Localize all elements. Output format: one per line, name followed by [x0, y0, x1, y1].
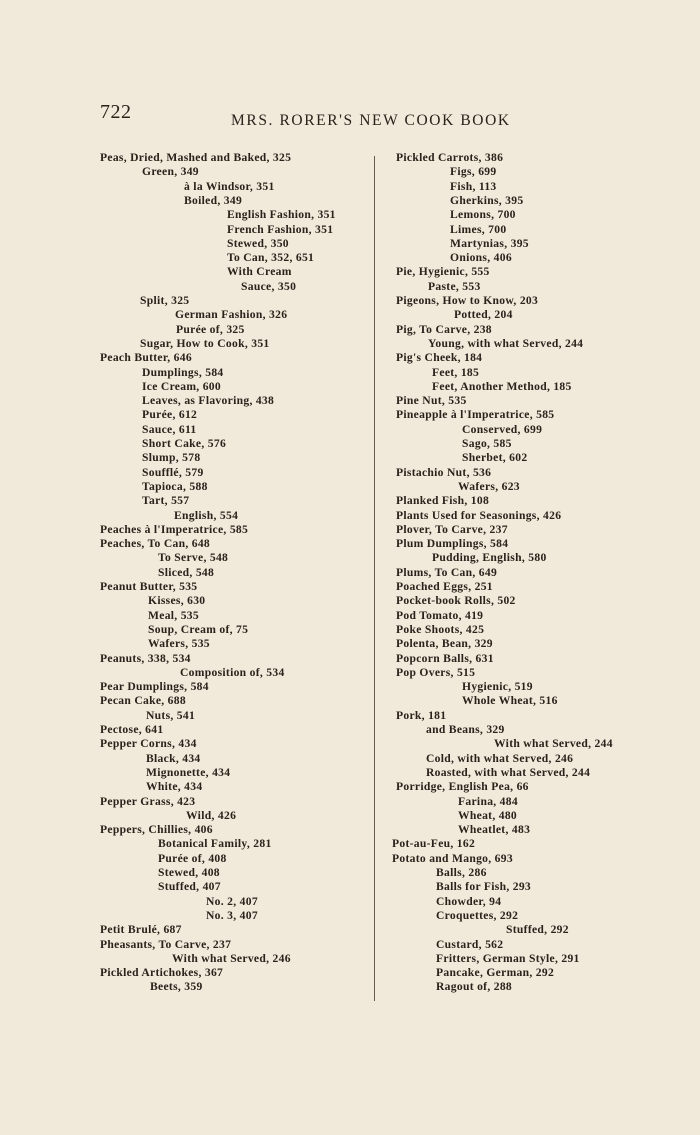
index-entry: To Can, 352, 651: [227, 251, 315, 265]
index-entry: Feet, 185: [432, 365, 480, 379]
index-entry: Porridge, English Pea, 66: [396, 780, 529, 794]
index-entry: Ragout of, 288: [436, 980, 513, 994]
index-entry: Wafers, 535: [148, 637, 210, 651]
index-entry: Wheat, 480: [458, 808, 518, 822]
index-entry: Black, 434: [146, 751, 201, 765]
index-entry: Gherkins, 395: [450, 193, 524, 207]
index-entry: Pepper Corns, 434: [100, 737, 197, 751]
index-entry: Split, 325: [140, 294, 190, 307]
index-entry: Peach Butter, 646: [100, 351, 192, 365]
index-entry: Leaves, as Flavoring, 438: [142, 394, 275, 408]
index-entry: Pop Overs, 515: [396, 665, 476, 679]
index-entry: Stewed, 350: [227, 236, 289, 250]
index-entry: Tart, 557: [142, 494, 190, 508]
index-entry: English Fashion, 351: [227, 208, 336, 222]
index-entry: Sliced, 548: [158, 565, 215, 579]
index-entry: Pie, Hygienic, 555: [396, 265, 490, 279]
index-entry: Poke Shoots, 425: [396, 622, 485, 636]
index-entry: Limes, 700: [450, 222, 507, 236]
index-entry: Sugar, How to Cook, 351: [140, 336, 270, 350]
index-entry: Plants Used for Seasonings, 426: [396, 508, 562, 522]
index-entry: Peaches, To Can, 648: [100, 537, 211, 551]
index-entry: Pheasants, To Carve, 237: [100, 937, 232, 951]
index-entry: Tapioca, 588: [142, 479, 208, 493]
index-entry: Wafers, 623: [458, 479, 520, 493]
index-entry: Pistachio Nut, 536: [396, 465, 492, 479]
index-entry: Balls for Fish, 293: [436, 880, 532, 894]
index-entry: Pear Dumplings, 584: [100, 680, 209, 694]
index-entry: Green, 349: [142, 165, 199, 179]
index-entry: Sherbet, 602: [462, 451, 528, 465]
index-entry: Fritters, German Style, 291: [436, 951, 580, 965]
index-entry: Stuffed, 292: [506, 923, 569, 937]
index-entry: To Serve, 548: [158, 551, 229, 565]
index-entry: With Cream: [227, 265, 292, 279]
index-entry: Chowder, 94: [436, 894, 502, 908]
index-entry: Plover, To Carve, 237: [396, 522, 508, 536]
index-entry: Purée, 612: [142, 408, 198, 422]
page-number: 722: [100, 101, 132, 123]
index-entry: Pudding, English, 580: [432, 551, 547, 565]
index-entry: Pecan Cake, 688: [100, 694, 186, 708]
index-entry: Poached Eggs, 251: [396, 580, 493, 593]
index-entry: Botanical Family, 281: [158, 837, 272, 851]
index-entry: Fish, 113: [450, 179, 497, 193]
index-entry: White, 434: [146, 780, 203, 794]
index-entry: Plum Dumplings, 584: [396, 537, 509, 551]
index-entry: Pine Nut, 535: [396, 394, 467, 408]
index-entry: Kisses, 630: [148, 594, 206, 608]
index-entry: Meal, 535: [148, 608, 199, 622]
index-entry: Pickled Artichokes, 367: [100, 966, 224, 980]
index-entry: Ice Cream, 600: [142, 379, 221, 393]
index-entry: Pig's Cheek, 184: [396, 351, 483, 365]
index-entry: With what Served, 244: [494, 737, 613, 751]
index-entry: Onions, 406: [450, 251, 512, 265]
index-entry: Martynias, 395: [450, 236, 529, 250]
index-entry: No. 2, 407: [206, 894, 258, 908]
index-entry: Pigeons, How to Know, 203: [396, 294, 539, 307]
index-entry: à la Windsor, 351: [184, 179, 275, 193]
index-entry: Sago, 585: [462, 437, 512, 450]
index-entry: Purée of, 408: [158, 851, 227, 865]
index-entry: Pig, To Carve, 238: [396, 322, 492, 336]
index-entry: Pot-au-Feu, 162: [392, 837, 476, 851]
index-entry: German Fashion, 326: [175, 308, 288, 322]
index-entry: French Fashion, 351: [227, 222, 334, 236]
index-entry: Peanut Butter, 535: [100, 580, 198, 593]
index-entry: Peanuts, 338, 534: [100, 651, 191, 665]
index-entry: Peppers, Chillies, 406: [100, 823, 213, 837]
index-entry: Soup, Cream of, 75: [148, 622, 249, 636]
index-entry: Stewed, 408: [158, 866, 220, 879]
index-entry: Short Cake, 576: [142, 437, 227, 450]
index-entry: Croquettes, 292: [436, 908, 519, 922]
index-entry: Plums, To Can, 649: [396, 565, 498, 579]
index-entry: Purée of, 325: [176, 322, 245, 336]
index-entry: Soufflé, 579: [142, 465, 204, 479]
index-entry: Pocket-book Rolls, 502: [396, 594, 516, 608]
index-entry: Pickled Carrots, 386: [396, 151, 504, 164]
index-entry: Polenta, Bean, 329: [396, 637, 493, 651]
index-entry: Peaches à l'Imperatrice, 585: [100, 522, 249, 536]
index-entry: Potted, 204: [454, 308, 513, 322]
index-entry: Potato and Mango, 693: [392, 851, 513, 865]
index-entry: With what Served, 246: [172, 951, 291, 965]
index-entry: Pancake, German, 292: [436, 966, 555, 980]
index-entry: Mignonette, 434: [146, 765, 231, 779]
index-entry: Hygienic, 519: [462, 680, 533, 694]
index-entry: Farina, 484: [458, 794, 518, 808]
index-entry: Sauce, 611: [142, 422, 197, 436]
index-entry: Pineapple à l'Imperatrice, 585: [396, 408, 555, 422]
index-entry: Petit Brulé, 687: [100, 923, 182, 937]
index-entry: Young, with what Served, 244: [428, 336, 584, 350]
index-entry: No. 3, 407: [206, 908, 258, 922]
index-entry: Nuts, 541: [146, 708, 196, 722]
index-entry: Balls, 286: [436, 866, 487, 879]
index-entry: Wild, 426: [186, 808, 237, 822]
index-entry: Boiled, 349: [184, 193, 243, 207]
index-entry: Paste, 553: [428, 279, 481, 293]
index-entry: Pectose, 641: [100, 723, 164, 736]
index-entry: Cold, with what Served, 246: [426, 751, 574, 765]
index-entry: Feet, Another Method, 185: [432, 379, 572, 393]
index-entry: Peas, Dried, Mashed and Baked, 325: [100, 151, 292, 164]
index-entry: Roasted, with what Served, 244: [426, 765, 591, 779]
index-entry: Composition of, 534: [180, 665, 285, 679]
index-entry: Figs, 699: [450, 165, 497, 179]
index-entry: Pod Tomato, 419: [396, 608, 484, 622]
index-entry: Custard, 562: [436, 937, 504, 951]
index-entry: and Beans, 329: [426, 723, 505, 736]
index-entry: Planked Fish, 108: [396, 494, 490, 508]
column-divider: [374, 156, 375, 1001]
index-entry: Pork, 181: [396, 708, 447, 722]
index-entry: Whole Wheat, 516: [462, 694, 558, 708]
index-entry: Conserved, 699: [462, 422, 543, 436]
index-entry: Popcorn Balls, 631: [396, 651, 494, 665]
index-entry: Sauce, 350: [241, 279, 297, 293]
index-entry: Stuffed, 407: [158, 880, 221, 894]
index-entry: Pepper Grass, 423: [100, 794, 196, 808]
running-title: MRS. RORER'S NEW COOK BOOK: [231, 112, 511, 129]
index-entry: Lemons, 700: [450, 208, 516, 222]
index-entry: Slump, 578: [142, 451, 201, 465]
index-entry: Beets, 359: [150, 980, 203, 994]
index-entry: English, 554: [174, 508, 239, 522]
index-entry: Wheatlet, 483: [458, 823, 531, 837]
index-entry: Dumplings, 584: [142, 365, 224, 379]
